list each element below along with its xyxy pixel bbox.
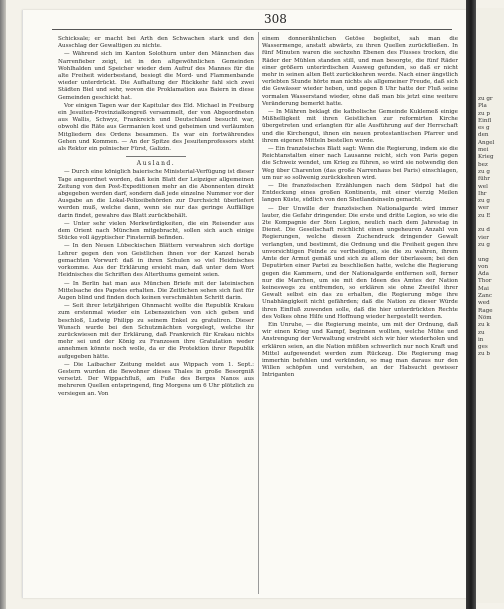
right-column — [262, 36, 458, 592]
paragraph: — Unter sehr vielen Merkwürdigkeiten, die ein Reisender aus dem Orient nach München mitgebracht, sollen sich auch einige Stücke voll ägyptischer Finsterniß befinden. — [58, 220, 254, 242]
next-page-line-fragment: Zanc — [478, 293, 492, 300]
paragraph: — In Berlin hat man aus München Briefe mit der lateinischen Mittelsache des Papstes erhalten. Die Zeitlichen sehen sich fast für Augen blind und finden doch keinen verschmähten Schritt darin. — [58, 280, 254, 301]
next-page-line-fragment: Angel — [478, 139, 495, 146]
next-page-line-fragment: mei — [478, 147, 489, 154]
next-page-line-fragment: den — [478, 132, 489, 139]
paragraph: Vor einigen Tagen war der Kapitular des Eld. Michael in Freiburg ein Jesuiten-Provinzialkongreß versammelt, der von Abgeordneten aus Wallis, Schwyz, Frankreich und Deutschland besucht war, obwohl die Räte aus Germanien kost und geheimen und verläumten Mitgliedern des Ordens besammen. Es war ein fortwährendes Gehen und Kommen. — An der Spitze des Jesuitenprofessors steht als Rektor ein polnischer Fürst, Galizin. — [58, 102, 254, 153]
paragraph: — Die Laibacher Zeitung meldet aus Wippach vom 1. Sept.: Gestern wurden die Bewohner dieses Thales in große Besorgniß versetzt. Der Wippachfluß, am Fuße des Berges Nanos aus mehreren Quellen entspringend, fing Morgens um 6 Uhr plötzlich zu versiegen an. Von — [58, 361, 254, 397]
next-page-line-fragment: Pla — [478, 103, 487, 110]
paragraph: — Der Unwille der französischen Nationalgarde wird immer lauter, die Gefahr dringender. Die erste und dritte Legion, so wie die 2te Kompagnie der 5ten Legion, neulich nach dem Jahrestag in Dienst. Die Gesellschaft reichlicht einen ungeheuren Anzahl von Regierungen, welche diesen Zuchendruck dringender Gewalt verlangten, und bestimmt, die Ordnung und die Freiheit gegen ihre unvorsichtigen Feinde zu vertheidigen, sie die zu wahren, ihrem Amte der Armut gemäß und sich zu allem der überlassen; bei den Deputirten einer Partei zu beschließen hatte, welche die Regierung gegen die Kammern, und der Nationalgarde entfernen soll, ferner nur die Marchen, um sie mit den Ideen des Amtes der Nation keineswegs zu entfremden, so erklären sie ohne Zweifel ihrer Gewalt selbst ein das zu erhalten, die Regierung möge ihre Unabhängigkeit nicht gefährden; daß die Nation zu dieser Würde ihren Einfluß zuwenden solle, daß die hier unterdrückten Rechte des Volkes ohne Hilfe und Hoffnung wieder hergestellt werden. — [262, 205, 458, 320]
next-page-line-fragment: führ — [478, 176, 490, 183]
paragraph: — Durch eine königlich baierische Ministerial-Verfügung ist dieser Tage angeordnet worden, daß kein Blatt der Leipziger allgemeinen Zeitung von den Post-Expeditionen mehr an die Abonnenten direkt abgegeben werden darf, sondern daß jede einzelne Nummer vor der Ausgabe an die Lokal-Polizeibehörden zur Durchsicht überliefert werden muß, welche dann, wenn sie nur das geringe Auffällige darin findet, gewahre das Blatt zurückbehält. — [58, 169, 254, 219]
header-rule — [52, 29, 452, 30]
section-separator — [126, 156, 186, 157]
paragraph: — In den Neuen Lübeckischen Blättern verwahren sich dortige Lehrer gegen den von Geistlichen ihnen vor der Kanzel herab gemachten Vorwurf: daß in ihren Schulen so viel Heidnisches vorkomme. Aus der Erklärung ersieht man, daß unter dem Wort Heidnisches die Schriften des Alterthums gemeint seien. — [58, 243, 254, 279]
section-heading: Ausland. — [136, 160, 176, 168]
next-page-line-fragment: Krieg — [478, 154, 494, 161]
column-divider — [258, 32, 259, 594]
next-page-line-fragment: zu b — [478, 351, 490, 358]
left-column — [58, 36, 254, 592]
page-number: 308 — [264, 12, 287, 26]
next-page-line-fragment: Nöm — [478, 314, 492, 321]
next-page-line-fragment: zu k — [478, 322, 490, 329]
next-page-line-fragment: zu p — [478, 110, 490, 117]
next-page-line-fragment: bez — [478, 161, 488, 168]
next-page-line-fragment: ung — [478, 256, 489, 263]
next-page-line-fragment: Rage — [478, 307, 493, 314]
paragraph: einem donnerähnlichen Getöse begleitet, sah man die Wassermenge, anstatt abwärts, zu ihren Quellen zurückfließen. In fünf Minuten waren die sechzehn Ebenen des Flusses trocken, die Räder der Mühlen standen still, und man besorgte, die fünf Räder einer größern unterirdischen Ausweg gefunden, so daß er nicht mehr in seinen alten Bett zurückkehren werde. Nach einer ängstlich verlebten Stunde hörte man nichts als allgemeiner Freude, daß sich die Gewässer wieder heben, und gegen 8 Uhr hatte der Fluß seine vormalen Wasserstand wieder, ohne daß man bis jetzt eine weitere Veränderung bemerkt hatte. — [262, 36, 458, 107]
next-page-edge — [476, 8, 504, 603]
next-page-line-fragment: Mai — [478, 285, 489, 292]
next-page-line-fragment: vier — [478, 234, 489, 241]
next-page-line-fragment: zu E — [478, 212, 491, 219]
next-page-line-fragment: Ada — [478, 271, 489, 278]
next-page-line-fragment: zu — [478, 329, 485, 336]
paragraph: — In Mähren beklagt die katholische Gemeinde Kuklemeß einige Mißhelligkeit mit ihren Geistlichen zur reformirten Kirche übergetreten und erlangten für alle Ausführung auf der Herrschaft und die Kirchengut, ihnen ein neuen protestantischen Pfarrer und ihrem eigenen Mitteln bestellen wurde. — [262, 109, 458, 144]
next-page-line-fragment: zu d — [478, 227, 490, 234]
paragraph: — Ein französisches Blatt sagt: Wenn die Regierung, indem sie die Reichtanstalten einer nach Lausanne reicht, sich von Paris gegen die Schweiz wendet, um Krieg zu führen, so wird sie notwendig den Weg über Charenton (das große Narrenhaus bei Paris) einschlagen, um nur so sollwenig zurückkehren wird. — [262, 146, 458, 181]
next-page-line-fragment — [476, 249, 504, 256]
paragraph: — Die französischen Erzählungen nach dem Südpol hat die Entdeckung eines großen Kontinents, mit einer vierzig Meilen langen Küste, südlich von den Shetlandsinseln gemacht. — [262, 183, 458, 204]
next-page-line-fragment — [476, 220, 504, 227]
next-page-line-fragment: zu g — [478, 168, 490, 175]
next-page-line-fragment: in — [478, 336, 484, 343]
next-page-line-fragment: zu g — [478, 241, 490, 248]
next-page-line-fragment: zu gr — [478, 96, 493, 102]
next-page-line-fragment: von — [478, 263, 489, 270]
paragraph: Schicksale; er macht bei Arth den Schwachen stark und den Ausschlag der Gewaltigen zu nichte. — [58, 36, 254, 50]
next-page-line-fragment: Thor — [478, 278, 492, 285]
next-page-line-fragment: wel — [478, 183, 488, 190]
next-page-line-fragment: Einfl — [478, 117, 492, 124]
next-page-line-fragment: zu g — [478, 198, 490, 205]
next-page-line-fragment: wer — [478, 205, 489, 212]
next-page-line-fragment: ges — [478, 344, 488, 351]
next-page-line-fragment: es g — [478, 125, 490, 132]
paragraph: — Seit ihrer letztjährigen Ohnmacht wollte die Republik Krakau zum erstenmal wieder ein Lebenszeichen von sich geben und beschloß, Ludwig Philipp zu seinem Enkel zu gratuliren. Dieser Wunsch wurde bei den Schutzmächten vorgelegt, welche ihr zurückwiesen mit der Erklärung, daß Frankreich für Krakau nichts mehr sei und der König zu Franzosen ihre Gratulation weder annehmen könnte noch wolle, da er die Protektion ihrer Republik aufgegeben hätte. — [58, 303, 254, 360]
book-gutter — [466, 0, 476, 609]
next-page-line-fragment: Ihr — [478, 190, 487, 197]
paragraph: Ein Unruhe, — die Regierung meinte, um mit der Ordnung, daß wir einen Krieg und Kampf, beginnen wollten, welche Mühe und Anstrengung der Verwaltung erstrebt sich wir hier wiederholen und erklären seien, an die Nation müßten schwerlich nur noch Kraft und Mittel aufgewendet werden zum Rückzug. Die Regierung mag immerhin befehlen und verkünden, so mag man daraus nur den Willen schöpfen und verstehen, an der Habsucht gewisser Intriganten — [262, 321, 458, 379]
left-edge-shadow — [0, 0, 6, 609]
paragraph: — Während sich im Kanton Solothurn unter den Männchen das Narrenfieber zeigt, ist in den altgewöhnlichen Gemeinden Wohlhalden und Speicher wieder dem Aufruf des Mannes für die alte Freiheit widerbestand, besiegt die Mord- und Flammenbande wieder unterdrückt. Die Aufhaltung der Rückkehr fahl sich zwei Städten Biel und sehr, wovon die Proklamation aus Baiern in diese Gemeinden geschickt hat. — [58, 51, 254, 101]
next-page-line-fragment: wed — [478, 300, 490, 307]
